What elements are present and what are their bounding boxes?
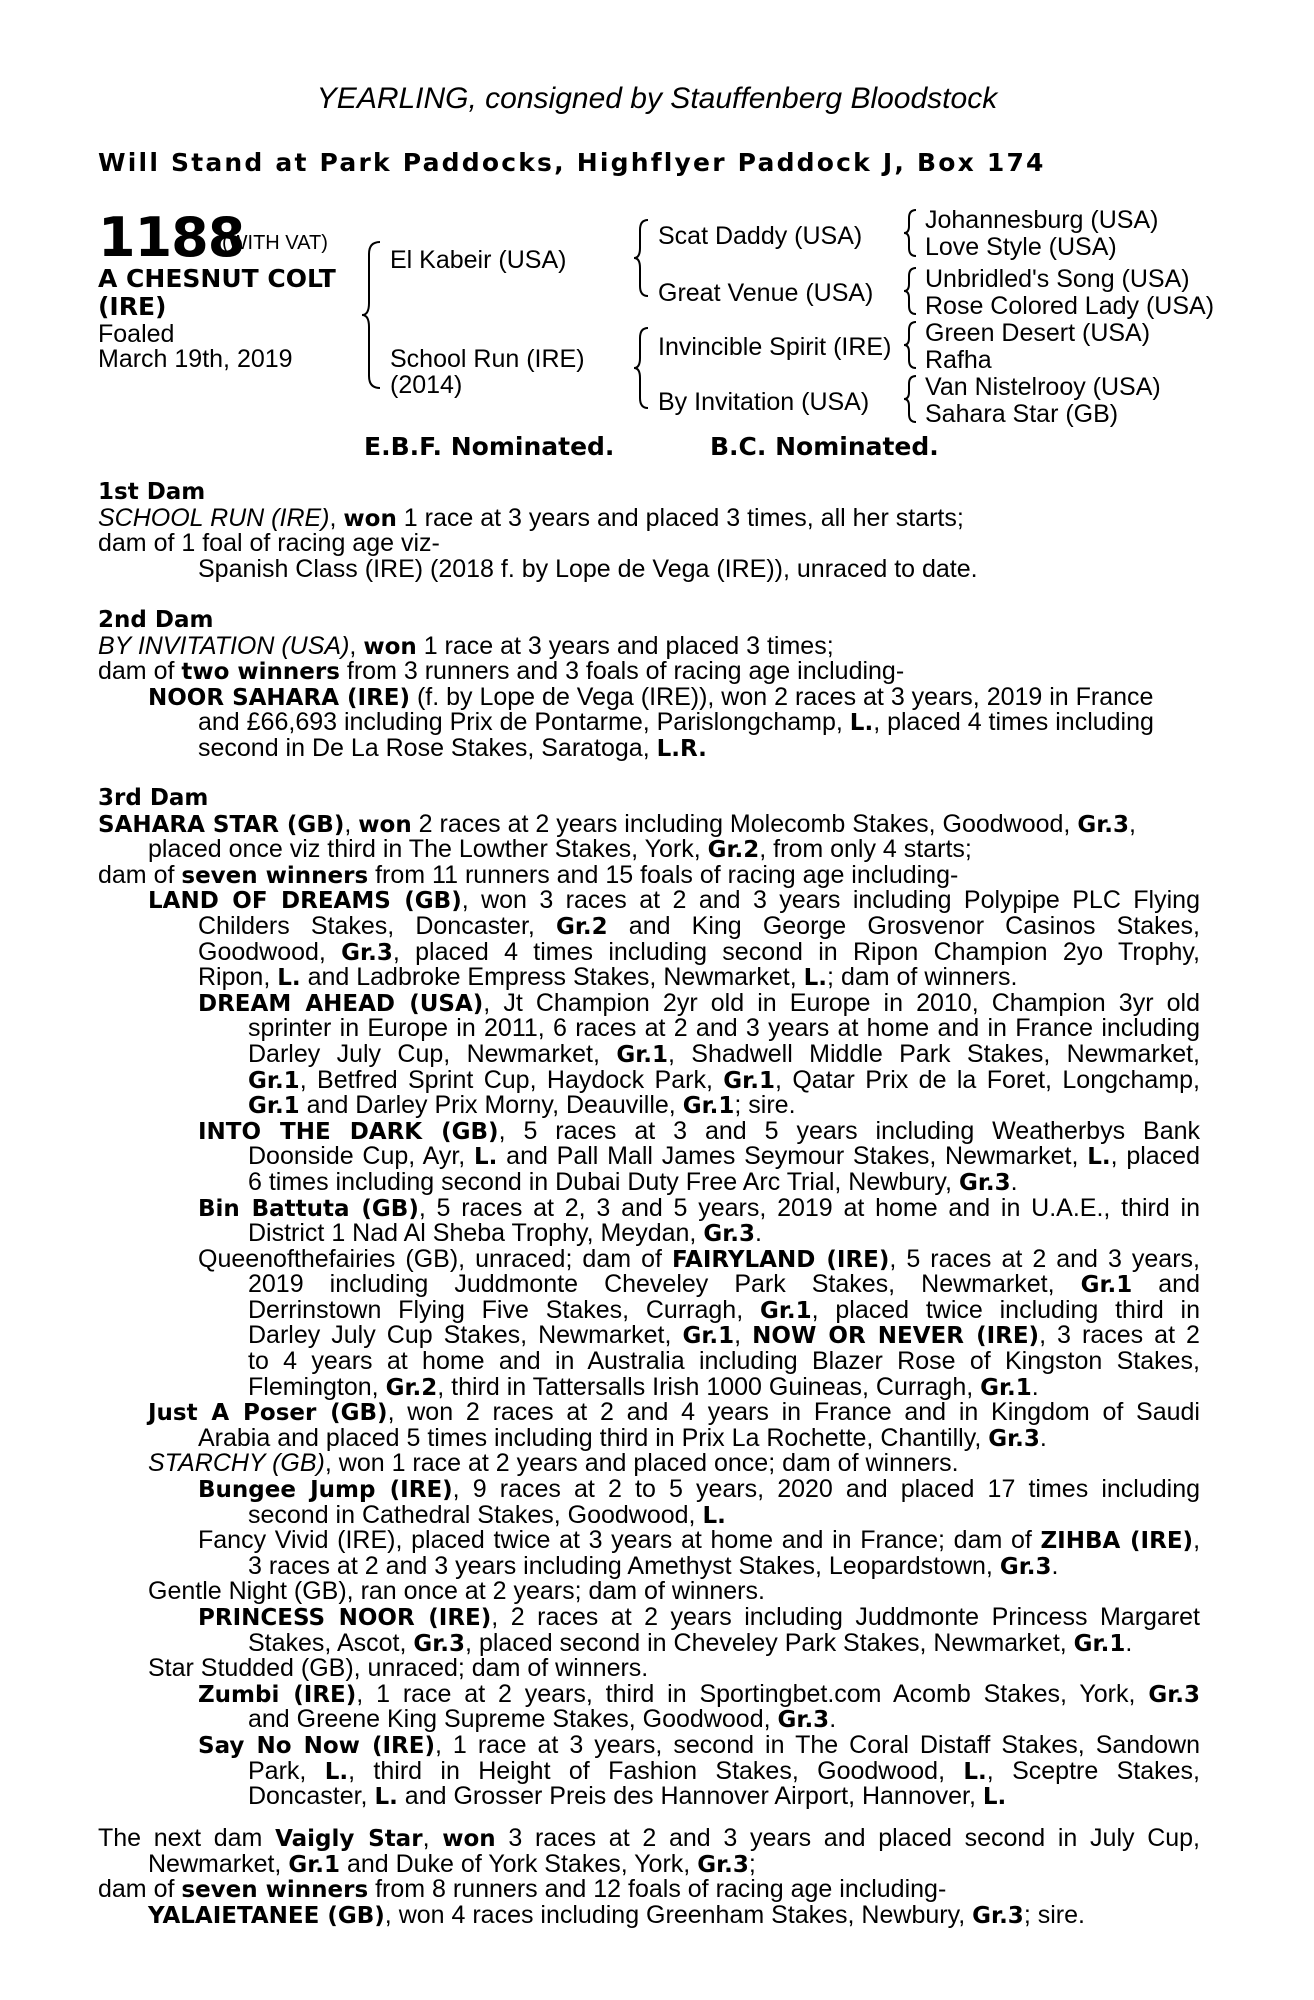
- pedigree-text-line: [98, 1372, 1200, 1401]
- bold-span: Gr.2: [555, 913, 608, 940]
- text-span: second in Cathedral Stakes, Goodwood,: [248, 1500, 703, 1529]
- text-span: .: [1125, 1628, 1133, 1657]
- first-dam-heading: 1st Dam: [98, 479, 206, 505]
- pedigree-text-line: [98, 1193, 1200, 1222]
- third-dam-record: [98, 809, 1200, 838]
- second-dam-progeny: [98, 682, 1200, 711]
- italic-span: STARCHY (GB): [148, 1449, 325, 1478]
- text-span: , won 3 races at 2 and 3 years including Polypipe PLC Flying: [461, 886, 1200, 915]
- pedigree-text-line: [98, 1756, 1201, 1785]
- text-span: , 1 race at 3 years, second in The Coral Distaff Stakes, Sandown: [434, 1730, 1200, 1759]
- text-span: Park,: [248, 1756, 325, 1785]
- pedigree-text-line: [98, 1423, 1200, 1452]
- consignment-line: YEARLING, consigned by Stauffenberg Bloodstock: [316, 82, 998, 115]
- bold-span: Just A Poser (GB): [148, 1400, 388, 1427]
- text-span: and Greene King Supreme Stakes, Goodwood,: [248, 1705, 778, 1734]
- pedigree-text-line: [98, 1707, 1200, 1733]
- bold-span: Gr.1: [1073, 1630, 1126, 1657]
- text-span: ,: [422, 1824, 443, 1852]
- pedigree-sire-sire: Scat Daddy (USA): [658, 222, 863, 250]
- bold-span: Gr.2: [707, 837, 760, 864]
- lot-description-country: (IRE): [98, 292, 167, 321]
- pedigree-text-line: [98, 1730, 1200, 1759]
- pedigree-text-line: [98, 1628, 1200, 1657]
- text-span: Ripon,: [198, 963, 278, 992]
- bold-span: Gr.1: [1080, 1272, 1133, 1299]
- text-span: ,: [344, 809, 359, 838]
- third-dam-heading: 3rd Dam: [98, 785, 209, 811]
- pedigree-brace-g4: [902, 374, 920, 424]
- pedigree-text-line: [98, 1323, 1200, 1349]
- lot-description: A CHESNUT COLT: [98, 264, 336, 293]
- bold-span: ZIHBA (IRE): [1040, 1528, 1194, 1555]
- bold-span: Gr.1: [248, 1093, 300, 1120]
- pedigree-g7: Van Nistelrooy (USA): [925, 373, 1161, 401]
- pedigree-g8: Sahara Star (GB): [925, 400, 1119, 428]
- text-span: Derrinstown Flying Five Stakes, Curragh,: [248, 1295, 760, 1324]
- vat-note: (WITH VAT): [222, 232, 328, 254]
- text-span: ;: [748, 1849, 756, 1878]
- bold-span: L.: [473, 1144, 498, 1171]
- text-span: sprinter in Europe in 2011, 6 races at 2 and 3 years at home and in France including: [248, 1014, 1200, 1043]
- text-span: dam of: [98, 657, 182, 686]
- second-dam-section: [98, 608, 1200, 762]
- text-span: .: [755, 1219, 762, 1248]
- pedigree-text-line: [98, 988, 1200, 1017]
- pedigree-brace-g3: [902, 320, 920, 370]
- second-dam-progeny-cont: [98, 733, 1200, 762]
- pedigree-brace-dam: [632, 326, 652, 410]
- text-span: and £66,693 including Prix de Pontarme, Parislongchamp,: [198, 708, 850, 737]
- pedigree-text-line: [98, 1400, 1200, 1426]
- bold-span: SAHARA STAR (GB): [98, 811, 345, 838]
- text-span: Arabia and placed 5 times including third in Prix La Rochette, Chantilly,: [198, 1423, 989, 1452]
- text-span: , won 2 races at 2 and 4 years in France and in Kingdom of Saudi: [387, 1398, 1200, 1427]
- second-dam-won: won: [363, 633, 417, 660]
- bold-span: Gr.3: [958, 1169, 1011, 1196]
- text-span: ; dam of winners.: [827, 963, 1018, 992]
- text-span: Goodwood,: [198, 937, 342, 966]
- text-span: and King George Grosvenor Casinos Stakes,: [607, 911, 1201, 940]
- bold-span: Zumbi (IRE): [198, 1681, 357, 1708]
- pedigree-text-line: [98, 1784, 1200, 1810]
- text-span: from 8 runners and 12 foals of racing age including-: [368, 1875, 947, 1904]
- bold-span: Gr.1: [616, 1041, 668, 1068]
- text-span: , placed 4 times including second in Ripon Champion 2yo Trophy,: [392, 937, 1200, 966]
- pedigree-text-line: [98, 1849, 1200, 1878]
- pedigree-g4: Rose Colored Lady (USA): [925, 292, 1215, 320]
- bold-span: Gr.3: [999, 1553, 1052, 1580]
- text-span: and Darley Prix Morny, Deauville,: [299, 1091, 683, 1120]
- second-dam-progeny-cont: [98, 710, 1200, 736]
- third-dam-progeny-list: [98, 888, 1200, 1809]
- third-dam-placed: [98, 837, 1200, 863]
- pedigree-text-line: [98, 1167, 1200, 1196]
- text-span: second in De La Rose Stakes, Saratoga,: [198, 733, 657, 762]
- pedigree-text-line: [98, 1116, 1201, 1145]
- text-span: , placed second in Cheveley Park Stakes, Newmarket,: [465, 1628, 1074, 1657]
- first-dam-name: SCHOOL RUN (IRE): [98, 503, 330, 532]
- bold-span: L.: [702, 1502, 726, 1529]
- text-span: dam of: [98, 1875, 182, 1904]
- text-span: .: [1031, 1372, 1039, 1401]
- progeny-name: NOOR SAHARA (IRE): [148, 684, 411, 711]
- bold-span: L.: [1087, 1144, 1111, 1171]
- third-dam-section: [98, 786, 1200, 1810]
- pedigree-brace-main: [360, 240, 384, 390]
- text-span: , 5 races at 2 and 3 years,: [889, 1244, 1200, 1273]
- bold-span: Bungee Jump (IRE): [198, 1477, 453, 1504]
- stand-location: Will Stand at Park Paddocks, Highflyer Paddock J, Box 174: [98, 148, 1046, 177]
- bold-span: seven winners: [181, 1877, 369, 1904]
- text-span: .: [829, 1705, 837, 1734]
- text-span: ,: [734, 1321, 753, 1350]
- text-span: Flemington,: [248, 1372, 386, 1401]
- pedigree-g5: Green Desert (USA): [925, 319, 1151, 347]
- next-dam-lines: [98, 1826, 1200, 1928]
- pedigree-text-line: [98, 1500, 1200, 1529]
- pedigree-g2: Love Style (USA): [925, 233, 1117, 261]
- text-span: and: [1132, 1270, 1200, 1299]
- next-dam-section: [98, 1826, 1200, 1928]
- text-span: from 11 runners and 15 foals of racing age including-: [368, 860, 959, 889]
- second-dam-record: BY INVITATION (USA), won 1 race at 3 years and placed 3 times;: [98, 631, 834, 660]
- first-dam-section: [98, 480, 1200, 582]
- bold-span: PRINCESS NOOR (IRE): [198, 1605, 492, 1631]
- text-span: 3 races at 2 and 3 years including Amethyst Stakes, Leopardstown,: [248, 1551, 1000, 1580]
- pedigree-text-line: [98, 1528, 1200, 1554]
- bold-span: Gr.3: [413, 1630, 466, 1657]
- bold-span: Vaigly Star: [275, 1826, 423, 1852]
- pedigree-brace-sire: [632, 218, 652, 298]
- second-dam-foals: [98, 659, 1200, 685]
- pedigree-dam-sire: Invincible Spirit (IRE): [658, 333, 892, 361]
- text-span: Childers Stakes, Doncaster,: [198, 911, 556, 940]
- pedigree-brace-g2: [902, 266, 920, 316]
- text-span: District 1 Nad Al Sheba Trophy, Meydan,: [248, 1219, 704, 1248]
- pedigree-dam-year: (2014): [390, 371, 463, 399]
- text-span: , won 1 race at 2 years and placed once; dam of winners.: [324, 1449, 959, 1478]
- bold-span: Gr.1: [248, 1067, 300, 1094]
- bold-span: YALAIETANEE (GB): [148, 1902, 385, 1929]
- text-span: Newmarket,: [148, 1849, 289, 1878]
- pedigree-g6: Rafha: [925, 346, 992, 374]
- text-span: dam of: [98, 860, 182, 889]
- pedigree-text-line: [98, 1579, 1200, 1605]
- bold-span: L.: [963, 1758, 987, 1785]
- bold-span: L.: [277, 965, 301, 992]
- pedigree-text-line: [98, 1877, 1200, 1903]
- text-span: , third in Tattersalls Irish 1000 Guineas, Curragh,: [437, 1372, 981, 1401]
- bold-span: Gr.2: [385, 1374, 438, 1401]
- text-span: .: [1010, 1167, 1018, 1196]
- text-span: and Grosser Preis des Hannover Airport, Hannover,: [397, 1782, 983, 1811]
- second-dam-name: BY INVITATION (USA): [98, 631, 350, 660]
- bold-span: LAND OF DREAMS (GB): [148, 888, 462, 915]
- pedigree-dam-dam: By Invitation (USA): [658, 388, 870, 416]
- text-span: , 9 races at 2 to 5 years, 2020 and placed 17 times including: [452, 1475, 1200, 1504]
- pedigree-text-line: [98, 965, 1200, 991]
- text-span: , 5 races at 3 and 5 years including Weatherbys Bank: [498, 1116, 1201, 1145]
- text-span: , Sceptre Stakes,: [986, 1756, 1201, 1785]
- pedigree-text-line: [98, 1093, 1200, 1119]
- text-span: , 5 races at 2, 3 and 5 years, 2019 at home and in U.A.E., third in: [418, 1193, 1200, 1222]
- bc-nominated: B.C. Nominated.: [710, 432, 939, 461]
- text-span: ; sire.: [1023, 1900, 1085, 1929]
- pedigree-g3: Unbridled's Song (USA): [925, 265, 1190, 293]
- text-span: , 2 races at 2 years including Juddmonte Princess Margaret: [491, 1603, 1200, 1631]
- text-span: 6 times including second in Dubai Duty Free Arc Trial, Newbury,: [248, 1167, 959, 1196]
- bold-span: L.: [324, 1758, 349, 1785]
- pedigree-text-line: [98, 1551, 1200, 1580]
- pedigree-text-line: [98, 1605, 1200, 1631]
- foaled-date: March 19th, 2019: [98, 345, 293, 373]
- bold-span: Gr.3: [703, 1221, 755, 1248]
- bold-span: L.: [849, 710, 874, 737]
- bold-span: seven winners: [181, 862, 369, 889]
- text-span: Fancy Vivid (IRE), placed twice at 3 years at home and in France; dam of: [198, 1526, 1041, 1555]
- text-span: , won 4 races including Greenham Stakes, Newbury,: [384, 1900, 973, 1929]
- pedigree-text-line: [98, 1477, 1200, 1503]
- text-span: 3 races at 2 and 3 years and placed second in July Cup,: [495, 1824, 1201, 1852]
- second-dam-heading: 2nd Dam: [98, 607, 214, 633]
- bold-span: Gr.1: [288, 1851, 340, 1878]
- first-dam-foals: dam of 1 foal of racing age viz-: [98, 529, 440, 558]
- pedigree-text-line: [98, 1451, 1200, 1477]
- text-span: ,: [1129, 809, 1136, 838]
- text-span: , third in Height of Fashion Stakes, Goodwood,: [348, 1756, 964, 1785]
- bold-span: Gr.3: [697, 1851, 749, 1878]
- bold-span: INTO THE DARK (GB): [198, 1118, 499, 1145]
- bold-span: Gr.1: [980, 1374, 1032, 1401]
- text-span: from 3 runners and 3 foals of racing age including-: [339, 657, 905, 686]
- bold-span: won: [358, 811, 412, 838]
- pedigree-text-line: [98, 1065, 1200, 1094]
- text-span: and Ladbroke Empress Stakes, Newmarket,: [300, 963, 804, 992]
- text-span: , Betfred Sprint Cup, Haydock Park,: [299, 1065, 724, 1094]
- pedigree-text-line: [98, 911, 1201, 940]
- text-span: Doncaster,: [248, 1782, 375, 1811]
- bold-span: Gr.3: [1077, 811, 1130, 838]
- pedigree-text-line: [98, 1221, 1200, 1247]
- pedigree-g1: Johannesburg (USA): [925, 206, 1159, 234]
- text-span: ; sire.: [734, 1091, 796, 1120]
- bold-span: DREAM AHEAD (USA): [198, 990, 484, 1017]
- bold-span: Gr.1: [682, 1093, 735, 1120]
- bold-span: Say No Now (IRE): [198, 1732, 435, 1759]
- pedigree-text-line: [98, 1039, 1200, 1068]
- first-dam-record-text: 1 race at 3 years and placed 3 times, all her starts;: [396, 503, 964, 532]
- bold-span: won: [442, 1826, 496, 1852]
- bold-span: Bin Battuta (GB): [198, 1195, 419, 1222]
- text-span: Stakes, Ascot,: [248, 1628, 414, 1657]
- text-span: .: [1051, 1551, 1059, 1580]
- text-span: Darley July Cup Stakes, Newmarket,: [248, 1321, 683, 1350]
- text-span: to 4 years at home and in Australia including Blazer Rose of Kingston Stakes,: [248, 1347, 1200, 1376]
- text-span: 2 races at 2 years including Molecomb Stakes, Goodwood,: [411, 809, 1078, 838]
- text-span: .: [1039, 1423, 1047, 1452]
- pedigree-text-line: [98, 1900, 1200, 1929]
- bold-span: L.R.: [656, 735, 707, 762]
- text-span: 2019 including Juddmonte Cheveley Park Stakes, Newmarket,: [248, 1270, 1081, 1299]
- bold-span: Gr.1: [682, 1323, 735, 1350]
- bold-span: two winners: [181, 659, 340, 686]
- pedigree-text-line: [98, 888, 1200, 914]
- text-span: Darley July Cup, Newmarket,: [248, 1039, 617, 1068]
- bold-span: L.: [374, 1784, 398, 1811]
- bold-span: Gr.3: [1148, 1681, 1200, 1708]
- bold-span: L.: [982, 1784, 1007, 1811]
- pedigree-text-line: [98, 1349, 1200, 1375]
- bold-span: Gr.1: [723, 1067, 775, 1094]
- text-span: , Shadwell Middle Park Stakes, Newmarket,: [668, 1039, 1200, 1068]
- pedigree-sire-dam: Great Venue (USA): [658, 279, 874, 307]
- first-dam-record: SCHOOL RUN (IRE), won 1 race at 3 years and placed 3 times, all her starts;: [98, 503, 964, 532]
- text-span: , 3 races at 2: [1039, 1321, 1200, 1350]
- pedigree-text-line: [98, 1826, 1200, 1852]
- bold-span: Gr.3: [972, 1902, 1024, 1929]
- bold-span: FAIRYLAND (IRE): [671, 1246, 890, 1273]
- text-span: , Jt Champion 2yr old in Europe in 2010, Champion 3yr old: [483, 988, 1200, 1017]
- pedigree-sire: El Kabeir (USA): [390, 246, 567, 274]
- text-span: Star Studded (GB), unraced; dam of winners.: [148, 1654, 649, 1683]
- pedigree-text-line: [98, 937, 1200, 966]
- pedigree-brace-g1: [902, 208, 920, 258]
- text-span: The next dam: [98, 1824, 276, 1852]
- text-span: , Qatar Prix de la Foret, Longchamp,: [774, 1065, 1200, 1094]
- text-span: placed once viz third in The Lowther Stakes, York,: [148, 835, 708, 864]
- text-span: Doonside Cup, Ayr,: [248, 1142, 474, 1171]
- text-span: , from only 4 starts;: [759, 835, 972, 864]
- lot-number: 1188: [98, 206, 245, 269]
- pedigree-text-line: [98, 1244, 1200, 1273]
- pedigree-text-line: [98, 1295, 1200, 1324]
- text-span: , placed: [1110, 1142, 1200, 1171]
- text-span: and Duke of York Stakes, York,: [340, 1849, 698, 1878]
- text-span: and Pall Mall James Seymour Stakes, Newmarket,: [497, 1142, 1088, 1171]
- pedigree-text-line: [98, 1144, 1200, 1170]
- first-dam-progeny: Spanish Class (IRE) (2018 f. by Lope de Vega (IRE)), unraced to date.: [198, 554, 978, 583]
- bold-span: L.: [803, 965, 828, 992]
- text-span: , 1 race at 2 years, third in Sportingbet.com Acomb Stakes, York,: [356, 1679, 1149, 1708]
- second-dam-record-text: 1 race at 3 years and placed 3 times;: [416, 631, 834, 660]
- text-span: Queenofthefairies (GB), unraced; dam of: [198, 1244, 672, 1273]
- bold-span: Gr.1: [759, 1297, 812, 1324]
- text-span: , placed twice including third in: [811, 1295, 1200, 1324]
- bold-span: NOW OR NEVER (IRE): [752, 1323, 1040, 1350]
- third-dam-foals: [98, 860, 1200, 889]
- foaled-label: Foaled: [98, 320, 175, 348]
- bold-span: Gr.3: [988, 1425, 1040, 1452]
- pedigree-dam: School Run (IRE): [390, 345, 585, 373]
- text-span: , placed 4 times including: [873, 708, 1154, 737]
- first-dam-won: won: [343, 505, 397, 532]
- ebf-nominated: E.B.F. Nominated.: [364, 432, 615, 461]
- text-span: (f. by Lope de Vega (IRE)), won 2 races at 3 years, 2019 in France: [410, 682, 1154, 711]
- pedigree-text-line: [98, 1016, 1200, 1042]
- bold-span: Gr.3: [341, 939, 393, 966]
- text-span: Gentle Night (GB), ran once at 2 years; dam of winners.: [148, 1577, 765, 1606]
- text-span: ,: [1193, 1526, 1201, 1555]
- bold-span: Gr.3: [777, 1707, 830, 1734]
- pedigree-text-line: [98, 1679, 1200, 1708]
- pedigree-text-line: [98, 1272, 1200, 1298]
- pedigree-text-line: [98, 1656, 1200, 1682]
